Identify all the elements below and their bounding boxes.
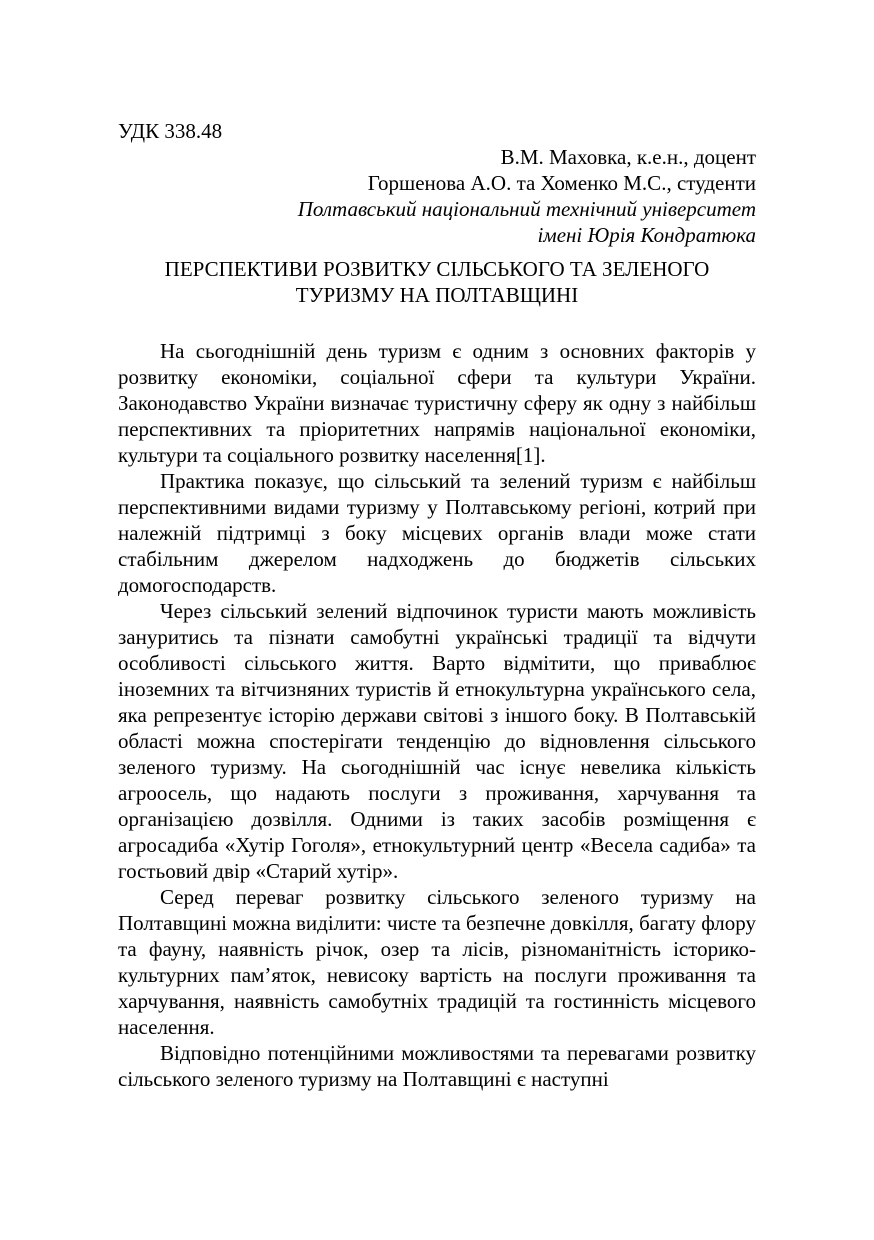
paragraph: Відповідно потенційними можливостями та перевагами розвитку сільського зеленого туризму на Полтавщині є наступні — [118, 1041, 756, 1091]
title-line-2: ТУРИЗМУ НА ПОЛТАВЩИНІ — [295, 283, 579, 307]
udc-code: УДК 338.48 — [118, 119, 223, 143]
header-block — [118, 118, 756, 248]
paragraph: Через сільський зелений відпочинок туристи мають можливість зануритись та пізнати самобутні українські традиції та відчути особливості сільського життя. Варто відмітити, що приваблює іноземних та вітчизняних туристів й етнокультурна українського села, яка репрезентує історію держави світові з іншого боку. В Полтавській області можна спостерігати тенденцію до відновлення сільського зеленого туризму. На сьогоднішній час існує невелика кількість агроосель, що надають послуги з проживання, харчування та організацією дозвілля. Одними із таких засобів розміщення є агросадиба «Хутір Гоголя», етнокультурний центр «Весела садиба» та гостьовий двір «Старий хутір». — [118, 599, 756, 883]
affiliation-line-1: Полтавський національний технічний університет — [297, 197, 756, 221]
author-line-2: Горшенова А.О. та Хоменко М.С., студенти — [367, 171, 756, 195]
paragraph: Серед переваг розвитку сільського зеленого туризму на Полтавщині можна виділити: чисте та безпечне довкілля, багату флору та фауну, наявність річок, озер та лісів, різноманітність історико-культурних пам’яток, невисоку вартість на послуги проживання та харчування, наявність самобутніх традицій та гостинність місцевого населення. — [118, 885, 756, 1039]
paragraph: На сьогоднішній день туризм є одним з основних факторів у розвитку економіки, соціальної сфери та культури України. Законодавство України визначає туристичну сферу як одну з найбільш перспективних та пріоритетних напрямів національної економіки, культури та соціального розвитку населення[1]. — [118, 339, 756, 467]
article-body — [118, 338, 756, 1092]
paragraph: Практика показує, що сільський та зелений туризм є найбільш перспективними видами туризму у Полтавському регіоні, котрий при належній підтримці з боку місцевих органів влади може стати стабільним джерелом надходжень до бюджетів сільських домогосподарств. — [118, 469, 756, 597]
title-line-1: ПЕРСПЕКТИВИ РОЗВИТКУ СІЛЬСЬКОГО ТА ЗЕЛЕНОГО — [164, 257, 710, 281]
affiliation-line-2: імені Юрія Кондратюка — [537, 223, 756, 247]
author-line-1: В.М. Маховка, к.е.н., доцент — [500, 145, 756, 169]
document-page — [118, 118, 756, 1092]
article-title — [118, 256, 756, 308]
